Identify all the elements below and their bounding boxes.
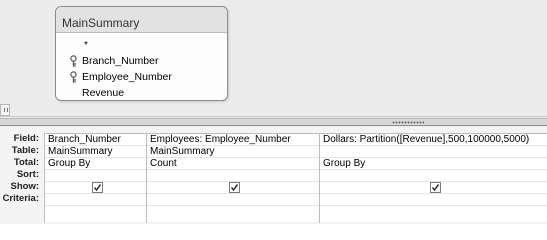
table-field-list[interactable]: [55, 6, 228, 101]
scroll-button[interactable]: [0, 104, 10, 116]
row-label-field: Field:: [13, 133, 39, 144]
field-branch-number[interactable]: [68, 53, 227, 69]
field-label: *: [84, 39, 88, 51]
field-cell[interactable]: Branch_Number: [45, 134, 146, 146]
row-label-table: Table:: [11, 145, 39, 156]
checkbox-checked-icon: [93, 183, 102, 192]
checkbox-checked-icon: [230, 183, 239, 192]
row-label-criteria: Criteria:: [2, 193, 39, 204]
table-cell[interactable]: MainSummary: [147, 146, 319, 158]
table-title[interactable]: MainSummary: [56, 7, 227, 33]
table-cell[interactable]: [320, 146, 547, 158]
criteria-cell[interactable]: [45, 194, 146, 206]
sort-cell[interactable]: [320, 170, 547, 182]
field-cell[interactable]: Dollars: Partition([Revenue],500,100000,5000): [320, 134, 547, 146]
field-employee-number[interactable]: [68, 69, 227, 85]
field-all[interactable]: [68, 37, 227, 53]
sort-cell[interactable]: [147, 170, 319, 182]
sort-cell[interactable]: [45, 170, 146, 182]
row-label-total: Total:: [13, 157, 39, 168]
show-checkbox[interactable]: [229, 182, 240, 193]
criteria-cell[interactable]: [320, 194, 547, 206]
show-checkbox[interactable]: [92, 182, 103, 193]
total-cell[interactable]: Group By: [320, 158, 547, 170]
row-label-show: Show:: [10, 181, 39, 192]
total-cell[interactable]: Count: [147, 158, 319, 170]
row-labels: [0, 133, 42, 205]
field-revenue[interactable]: [68, 85, 227, 101]
criteria-cell[interactable]: [147, 194, 319, 206]
key-icon: [68, 55, 79, 67]
pane-splitter[interactable]: [0, 118, 547, 126]
grid-columns: [44, 133, 547, 222]
show-checkbox[interactable]: [430, 182, 441, 193]
splitter-grip-icon[interactable]: [392, 121, 424, 124]
checkbox-checked-icon: [431, 183, 440, 192]
grid-column-3[interactable]: [320, 134, 547, 223]
row-label-sort: Sort:: [16, 169, 39, 180]
grid-column-1[interactable]: [44, 134, 147, 223]
table-cell[interactable]: MainSummary: [45, 146, 146, 158]
total-cell[interactable]: Group By: [45, 158, 146, 170]
grid-column-2[interactable]: [147, 134, 320, 223]
field-label: Employee_Number: [82, 71, 172, 83]
table-pane[interactable]: [0, 0, 547, 117]
field-cell[interactable]: Employees: Employee_Number: [147, 134, 319, 146]
field-list: [56, 33, 227, 101]
field-label: Revenue: [82, 87, 125, 99]
key-icon: [68, 71, 79, 83]
field-label: Branch_Number: [82, 55, 159, 67]
show-cell: [147, 182, 319, 194]
show-cell: [45, 182, 146, 194]
design-grid: [0, 127, 547, 224]
show-cell: [320, 182, 547, 194]
